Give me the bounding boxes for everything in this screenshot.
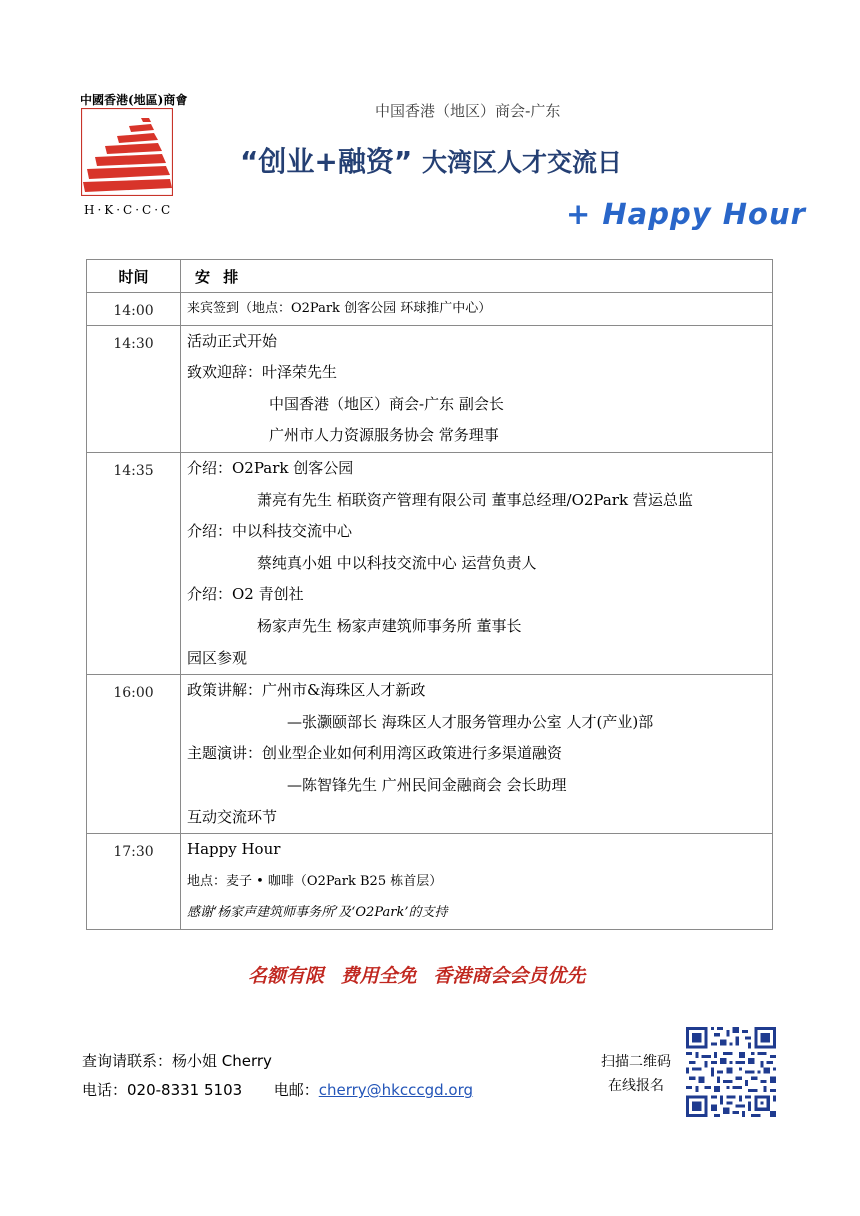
row-line: 中国香港（地区）商会-广东 副会长 [269,394,504,413]
logo-bottom-text: H·K·C·C·C [84,203,174,217]
qr-label-scan: 扫描二维码 [601,1054,671,1070]
table-header-row [87,260,773,293]
table-row [87,675,773,834]
row-line: 广州市人力资源服务协会 常务理事 [269,426,499,445]
row-line: 杨家声先生 杨家声建筑师事务所 董事长 [257,616,522,635]
row-line: 园区参观 [187,648,248,667]
contact-person: 查询请联系：杨小姐 Cherry [82,1052,272,1070]
row-line: 介绍：O2Park 创客公园 [187,458,354,477]
row-line: 政策讲解：广州市&海珠区人才新政 [187,681,426,700]
contact-details [82,1079,473,1100]
header-arrangement: 安 排 [181,260,773,293]
email-label: 电邮： [273,1081,319,1099]
event-title-rest: 大湾区人才交流日 [422,148,623,177]
organizer-line: 中国香港（地区）商会-广东 [375,102,561,120]
event-title [240,140,622,180]
row-line: 来宾签到（地点：O2Park 创客公园 环球推广中心） [187,301,492,316]
row-time: 17:30 [87,834,181,930]
table-row [87,325,773,452]
row-time: 14:35 [87,452,181,674]
row-line: 致欢迎辞：叶泽荣先生 [187,363,338,382]
phone-label: 电话：020-8331 5103 [82,1081,243,1099]
row-content [181,325,773,452]
row-line: Happy Hour [187,840,281,859]
happy-hour-banner: + Happy Hour [566,197,806,231]
row-line: —张灏颐部长 海珠区人才服务管理办公室 人才(产业)部 [287,712,654,731]
row-time: 14:00 [87,293,181,326]
table-row [87,293,773,326]
chamber-logo [81,108,173,196]
row-content [181,452,773,674]
schedule-table [86,259,773,930]
row-line: 感谢‘杨家声建筑师事务所’及‘O2Park’的支持 [187,905,448,921]
row-time: 16:00 [87,675,181,834]
qr-label-register: 在线报名 [608,1078,664,1094]
table-row [87,452,773,674]
row-line: 地点：麦子 • 咖啡（O2Park B25 栋首层） [187,873,443,889]
row-time: 14:30 [87,325,181,452]
row-line: 萧亮有先生 栢联资产管理有限公司 董事总经理/O2Park 营运总监 [257,490,693,509]
logo-top-text: 中國香港(地區)商會 [80,93,188,107]
row-line: 互动交流环节 [187,807,278,826]
row-line: 介绍：O2 青创社 [187,585,304,604]
row-line: 蔡纯真小姐 中以科技交流中心 运营负责人 [257,553,537,572]
table-row [87,834,773,930]
header-time: 时间 [87,260,181,293]
event-title-quote: “创业+融资” [240,145,413,178]
row-line: 活动正式开始 [187,331,278,350]
row-line: —陈智锋先生 广州民间金融商会 会长助理 [287,775,567,794]
row-content [181,675,773,834]
promo-line: 名额有限 费用全免 香港商会会员优先 [248,965,586,987]
qr-code-icon[interactable] [686,1027,776,1117]
row-line: 主题演讲：创业型企业如何利用湾区政策进行多渠道融资 [187,744,563,763]
email-link[interactable]: cherry@hkcccgd.org [318,1081,474,1099]
row-content [181,834,773,930]
row-line: 介绍：中以科技交流中心 [187,522,353,541]
row-content [181,293,773,326]
